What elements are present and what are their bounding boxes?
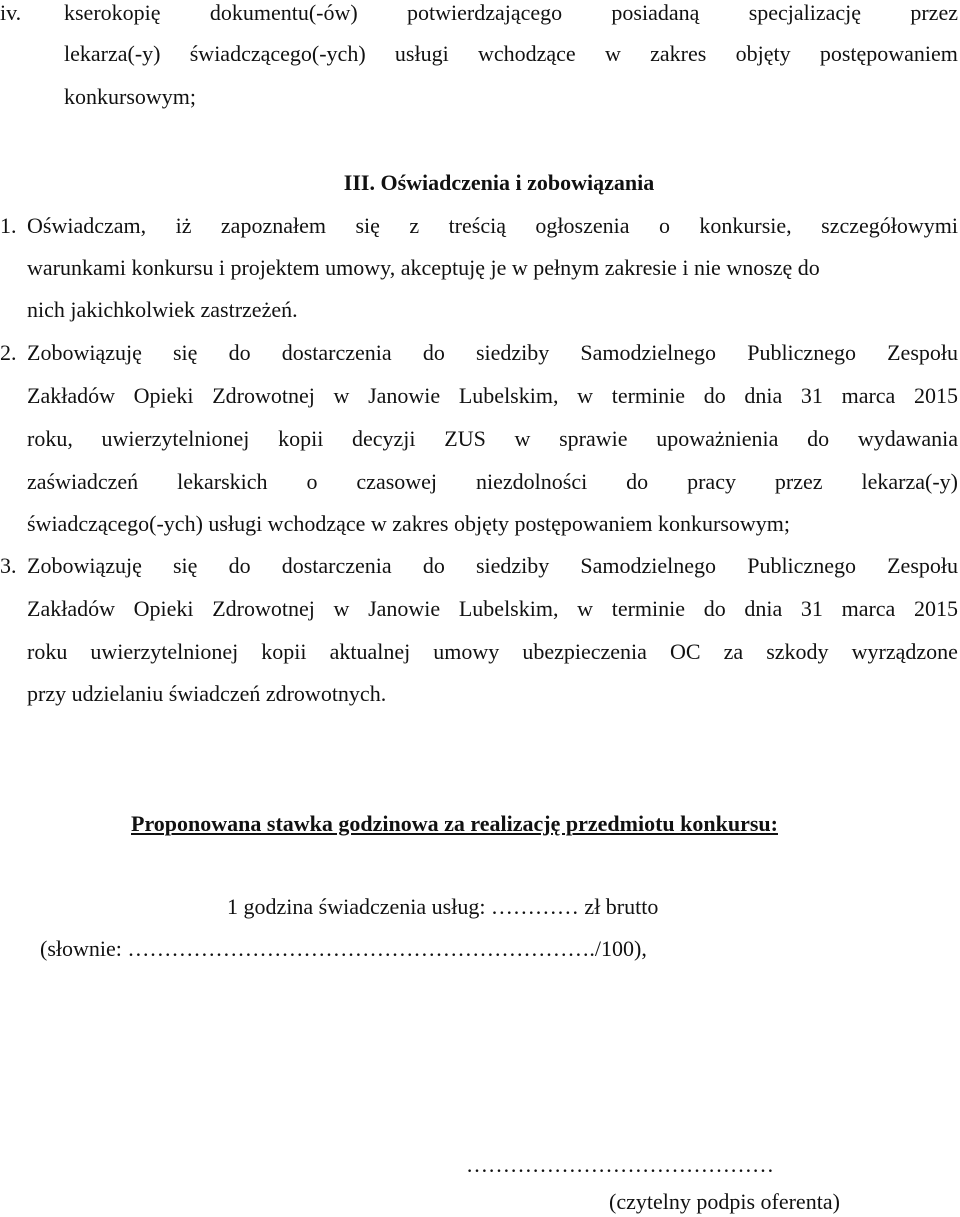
word: w <box>333 596 350 621</box>
word: dostarczenia <box>281 553 392 578</box>
word: Oświadczam, <box>27 213 147 238</box>
word: objęty <box>735 41 791 66</box>
word: Janowie <box>368 596 441 621</box>
word: Opieki <box>133 383 194 408</box>
word: Zobowiązuję <box>27 340 142 365</box>
word: Samodzielnego <box>580 553 717 578</box>
word: OC <box>670 639 701 664</box>
word: do <box>703 383 726 408</box>
word: siedziby <box>475 553 550 578</box>
word: roku <box>27 639 68 664</box>
word: przez <box>774 469 823 494</box>
word: siedziby <box>475 340 550 365</box>
hourly-rate-line: 1 godzina świadczenia usług: ………… zł brutto <box>227 894 659 919</box>
item-3-line-2 <box>27 596 958 622</box>
word: czasowej <box>356 469 438 494</box>
word: aktualnej <box>329 639 411 664</box>
word: umowy <box>433 639 500 664</box>
word: w <box>604 41 621 66</box>
word: zakres <box>650 41 707 66</box>
word: Zespołu <box>887 553 958 578</box>
word: 2015 <box>914 596 958 621</box>
word: Zdrowotnej <box>212 383 315 408</box>
word: dostarczenia <box>281 340 392 365</box>
section-heading: III. Oświadczenia i zobowiązania <box>343 170 655 195</box>
word: potwierdzającego <box>406 0 563 25</box>
word: 2015 <box>914 383 958 408</box>
word: marca <box>841 596 896 621</box>
word: o <box>306 469 318 494</box>
word: Zakładów <box>27 383 115 408</box>
word: Lubelskim, <box>458 596 559 621</box>
word: Publicznego <box>747 553 856 578</box>
signature-caption: (czytelny podpis oferenta) <box>609 1189 840 1214</box>
word: świadczącego(-ych) <box>189 41 366 66</box>
word: 31 <box>800 596 823 621</box>
word: szkody <box>766 639 829 664</box>
word: Samodzielnego <box>580 340 717 365</box>
word: Zespołu <box>887 340 958 365</box>
item-2-line-2 <box>27 383 958 409</box>
word: przez <box>910 0 958 25</box>
word: w <box>577 383 594 408</box>
word: usługi <box>394 41 449 66</box>
word: wydawania <box>857 426 958 451</box>
word: Zdrowotnej <box>212 596 315 621</box>
item-iv-line-2 <box>64 41 958 67</box>
word: do <box>626 469 649 494</box>
word: do <box>228 340 251 365</box>
word: w <box>514 426 531 451</box>
word: postępowaniem <box>819 41 958 66</box>
word: w <box>333 383 350 408</box>
item-2-line-4 <box>27 469 958 495</box>
word: kopii <box>278 426 324 451</box>
word: lekarza(-y) <box>861 469 958 494</box>
word: upoważnienia <box>656 426 779 451</box>
word: się <box>173 553 198 578</box>
word: Opieki <box>133 596 194 621</box>
word: ZUS <box>444 426 486 451</box>
item-3-marker: 3. <box>0 553 17 578</box>
word: niezdolności <box>476 469 588 494</box>
rate-in-words-line: (słownie: ………………………………………………………./100), <box>40 936 647 961</box>
word: do <box>228 553 251 578</box>
word: wyrządzone <box>851 639 958 664</box>
word: szczegółowymi <box>821 213 958 238</box>
word: dnia <box>744 596 783 621</box>
word: pracy <box>687 469 736 494</box>
word: uwierzytelnionej <box>101 426 250 451</box>
word: ogłoszenia <box>535 213 630 238</box>
word: zaświadczeń <box>27 469 139 494</box>
item-1-line-1 <box>27 213 958 239</box>
signature-dots: …………………………………… <box>466 1152 774 1177</box>
word: dokumentu(-ów) <box>209 0 358 25</box>
word: Lubelskim, <box>458 383 559 408</box>
word: za <box>723 639 744 664</box>
word: specjalizację <box>748 0 862 25</box>
item-1-line-2: warunkami konkursu i projektem umowy, akceptuję je w pełnym zakresie i nie wnoszę do <box>27 255 820 280</box>
word: terminie <box>611 596 686 621</box>
word: wchodzące <box>477 41 576 66</box>
word: roku, <box>27 426 73 451</box>
word: do <box>422 340 445 365</box>
word: uwierzytelnionej <box>90 639 239 664</box>
word: Zakładów <box>27 596 115 621</box>
word: ubezpieczenia <box>522 639 647 664</box>
word: posiadaną <box>611 0 700 25</box>
word: lekarza(-y) <box>64 41 161 66</box>
word: sprawie <box>559 426 628 451</box>
word: treścią <box>448 213 506 238</box>
word: terminie <box>611 383 686 408</box>
item-3-line-3 <box>27 639 958 665</box>
item-3-line-4: przy udzielaniu świadczeń zdrowotnych. <box>27 681 387 706</box>
item-1-line-3: nich jakichkolwiek zastrzeżeń. <box>27 297 298 322</box>
item-iv-line-1 <box>64 0 958 26</box>
word: o <box>658 213 670 238</box>
word: do <box>703 596 726 621</box>
word: 31 <box>800 383 823 408</box>
word: w <box>577 596 594 621</box>
item-3-line-1 <box>27 553 958 579</box>
word: do <box>807 426 830 451</box>
word: się <box>173 340 198 365</box>
word: Janowie <box>368 383 441 408</box>
word: decyzji <box>352 426 416 451</box>
rate-heading: Proponowana stawka godzinowa za realizację przedmiotu konkursu: <box>131 811 778 836</box>
word: z <box>409 213 420 238</box>
item-1-marker: 1. <box>0 213 17 238</box>
word: kserokopię <box>64 0 161 25</box>
word: Zobowiązuję <box>27 553 142 578</box>
word: marca <box>841 383 896 408</box>
word: kopii <box>261 639 307 664</box>
item-iv-marker: iv. <box>0 0 22 25</box>
word: do <box>422 553 445 578</box>
word: iż <box>175 213 192 238</box>
item-2-line-5: świadczącego(-ych) usługi wchodzące w zakres objęty postępowaniem konkursowym; <box>27 511 791 536</box>
item-iv-line-3: konkursowym; <box>64 84 196 109</box>
item-2-line-3 <box>27 426 958 452</box>
word: dnia <box>744 383 783 408</box>
item-2-marker: 2. <box>0 340 17 365</box>
word: konkursie, <box>699 213 792 238</box>
item-2-line-1 <box>27 340 958 366</box>
word: się <box>355 213 380 238</box>
word: Publicznego <box>747 340 856 365</box>
word: zapoznałem <box>220 213 326 238</box>
word: lekarskich <box>177 469 268 494</box>
